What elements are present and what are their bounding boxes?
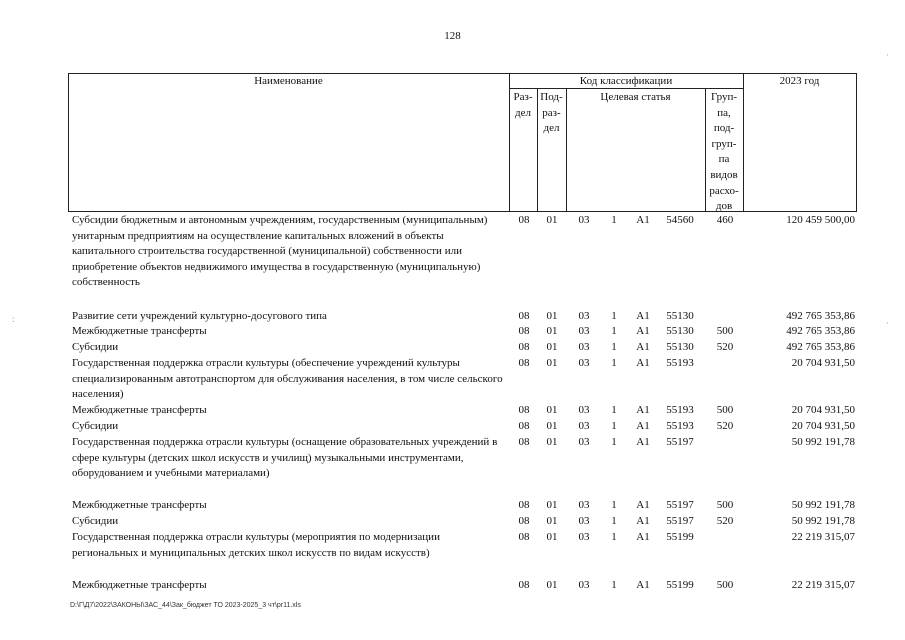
page-number: 128 — [444, 30, 461, 42]
cell-t2: 1 — [611, 420, 617, 432]
cell-t2: 1 — [611, 310, 617, 322]
row-name: Межбюджетные трансферты — [72, 325, 207, 337]
cell-group: 500 — [716, 579, 734, 591]
cell-t3: A1 — [636, 579, 650, 591]
cell-podrazdel: 01 — [546, 579, 558, 591]
row-name: Субсидии — [72, 515, 119, 527]
cell-t1: 03 — [578, 436, 590, 448]
cell-group: 520 — [716, 341, 734, 353]
cell-t3: A1 — [636, 341, 650, 353]
cell-podrazdel: 01 — [546, 436, 558, 448]
cell-t3: A1 — [636, 404, 650, 416]
cell-t2: 1 — [611, 436, 617, 448]
cell-amount: 20 704 931,50 — [791, 420, 855, 432]
cell-t3: A1 — [636, 357, 650, 369]
header-podrazdel: Под- раз- дел — [540, 91, 563, 135]
cell-t2: 1 — [611, 579, 617, 591]
cell-t2: 1 — [611, 404, 617, 416]
cell-podrazdel: 01 — [546, 404, 558, 416]
cell-t3: A1 — [636, 214, 650, 226]
cell-t4: 55130 — [666, 310, 694, 322]
cell-group: 500 — [716, 325, 734, 337]
cell-t4: 55199 — [666, 531, 694, 543]
cell-amount: 120 459 500,00 — [786, 214, 855, 226]
cell-group: 460 — [716, 214, 734, 226]
cell-t1: 03 — [578, 214, 590, 226]
cell-t1: 03 — [578, 515, 590, 527]
cell-t4: 54560 — [666, 214, 694, 226]
cell-t4: 55193 — [666, 420, 694, 432]
row-name: Субсидии — [72, 420, 119, 432]
cell-t1: 03 — [578, 531, 590, 543]
cell-podrazdel: 01 — [546, 325, 558, 337]
cell-podrazdel: 01 — [546, 310, 558, 322]
cell-t2: 1 — [611, 341, 617, 353]
cell-t4: 55193 — [666, 357, 694, 369]
cell-t1: 03 — [578, 325, 590, 337]
row-name: Государственная поддержка отрасли культуры (мероприятия по модернизации региональных и муниципальных детских школ искусств по видам искусств) — [72, 531, 440, 559]
cell-t4: 55197 — [666, 515, 694, 527]
cell-t3: A1 — [636, 325, 650, 337]
cell-podrazdel: 01 — [546, 214, 558, 226]
cell-amount: 492 765 353,86 — [786, 310, 855, 322]
header-code-group: Код классификации — [579, 75, 673, 87]
cell-amount: 20 704 931,50 — [791, 404, 855, 416]
cell-amount: 20 704 931,50 — [791, 357, 855, 369]
cell-t1: 03 — [578, 357, 590, 369]
cell-t4: 55130 — [666, 341, 694, 353]
cell-amount: 50 992 191,78 — [791, 515, 855, 527]
cell-amount: 492 765 353,86 — [786, 341, 855, 353]
cell-group: 520 — [716, 420, 734, 432]
header-year: 2023 год — [779, 75, 820, 87]
cell-razdel: 08 — [518, 357, 530, 369]
cell-razdel: 08 — [518, 310, 530, 322]
cell-t4: 55197 — [666, 436, 694, 448]
cell-razdel: 08 — [518, 214, 530, 226]
cell-amount: 50 992 191,78 — [791, 499, 855, 511]
row-name: Межбюджетные трансферты — [72, 579, 207, 591]
cell-podrazdel: 01 — [546, 341, 558, 353]
cell-t1: 03 — [578, 404, 590, 416]
header-group: Груп- па, под- груп- па видов расхо- дов — [709, 91, 739, 213]
margin-mark: : — [12, 314, 15, 324]
header-name: Наименование — [254, 75, 323, 87]
row-name: Межбюджетные трансферты — [72, 499, 207, 511]
cell-t2: 1 — [611, 214, 617, 226]
cell-razdel: 08 — [518, 531, 530, 543]
cell-t1: 03 — [578, 341, 590, 353]
cell-razdel: 08 — [518, 325, 530, 337]
cell-podrazdel: 01 — [546, 515, 558, 527]
cell-podrazdel: 01 — [546, 420, 558, 432]
cell-amount: 22 219 315,07 — [791, 531, 855, 543]
cell-t3: A1 — [636, 436, 650, 448]
cell-podrazdel: 01 — [546, 531, 558, 543]
row-name: Субсидии — [72, 341, 119, 353]
cell-podrazdel: 01 — [546, 357, 558, 369]
row-name: Государственная поддержка отрасли культуры (оснащение образовательных учреждений в сфере культуры (детских школ искусств и училищ) музыкальными инструментами, оборудованием и учебными материалами) — [72, 436, 498, 480]
cell-t2: 1 — [611, 325, 617, 337]
cell-t2: 1 — [611, 357, 617, 369]
cell-razdel: 08 — [518, 341, 530, 353]
cell-podrazdel: 01 — [546, 499, 558, 511]
cell-t3: A1 — [636, 515, 650, 527]
cell-amount: 22 219 315,07 — [791, 579, 855, 591]
cell-t4: 55197 — [666, 499, 694, 511]
cell-razdel: 08 — [518, 404, 530, 416]
cell-group: 500 — [716, 404, 734, 416]
cell-t1: 03 — [578, 420, 590, 432]
cell-razdel: 08 — [518, 579, 530, 591]
cell-t4: 55193 — [666, 404, 694, 416]
cell-amount: 492 765 353,86 — [786, 325, 855, 337]
cell-group: 500 — [716, 499, 734, 511]
cell-t2: 1 — [611, 531, 617, 543]
cell-t1: 03 — [578, 499, 590, 511]
cell-t3: A1 — [636, 531, 650, 543]
header-target: Целевая статья — [600, 91, 671, 103]
margin-mark: · — [886, 318, 889, 328]
cell-t4: 55199 — [666, 579, 694, 591]
cell-t2: 1 — [611, 515, 617, 527]
header-razdel: Раз- дел — [513, 91, 533, 119]
cell-razdel: 08 — [518, 515, 530, 527]
cell-t3: A1 — [636, 420, 650, 432]
cell-t3: A1 — [636, 310, 650, 322]
row-name: Развитие сети учреждений культурно-досугового типа — [72, 310, 327, 322]
cell-t2: 1 — [611, 499, 617, 511]
cell-t1: 03 — [578, 310, 590, 322]
cell-t1: 03 — [578, 579, 590, 591]
cell-razdel: 08 — [518, 436, 530, 448]
cell-razdel: 08 — [518, 420, 530, 432]
cell-razdel: 08 — [518, 499, 530, 511]
cell-group: 520 — [716, 515, 734, 527]
cell-t3: A1 — [636, 499, 650, 511]
row-name: Субсидии бюджетным и автономным учреждениям, государственным (муниципальным) унитарным предприятиям на осуществление капитальных вложений в объекты капитального строительства государственной (муниципальной) собственности или приобретение объектов недвижимого имущества в государственную (муниципальную) собственность — [72, 214, 488, 289]
row-name: Межбюджетные трансферты — [72, 404, 207, 416]
row-name: Государственная поддержка отрасли культуры (обеспечение учреждений культуры специализированным автотранспортом для обслуживания населения, в том числе сельского населения) — [72, 357, 503, 401]
footer-file-path: D:\Г\Д7\2022\ЗАКОНЫ\ЗАС_44\Зак_бюджет ТО 2023-2025_3 чт\pr11.xls — [70, 602, 301, 609]
cell-t4: 55130 — [666, 325, 694, 337]
cell-amount: 50 992 191,78 — [791, 436, 855, 448]
margin-mark: · — [886, 50, 889, 60]
